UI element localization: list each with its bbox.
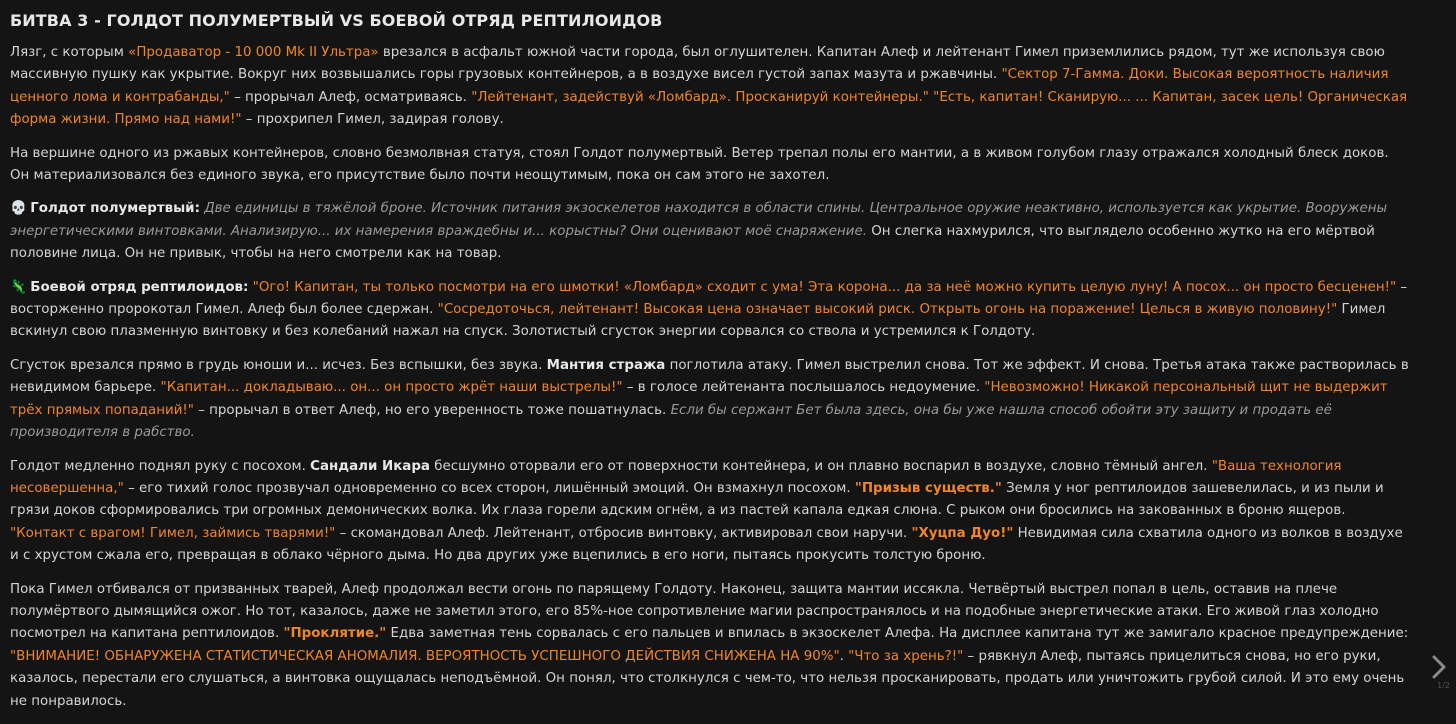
text: – прорычал Алеф, осматриваясь. — [229, 89, 472, 105]
thought: Если бы сержант Бет была здесь, она бы уже нашла способ обойти эту защиту и продать её производителя в рабство. — [10, 402, 1332, 441]
quote: "Ого! Капитан, ты только посмотри на его шмотки! «Ломбард» сходит с ума! Эта корона... да за неё можно купить целую луну! А посох... он просто бесценен!" — [252, 279, 1397, 295]
quote: "Сектор 7-Гамма. Доки. Высокая вероятность наличия ценного лома и контрабанды," — [10, 67, 1389, 105]
text: поглотила атаку. Гимел выстрелил снова. Тот же эффект. И снова. Третья атака также растворилась в невидимом барьере. — [10, 357, 1409, 396]
next-page-button[interactable] — [1428, 654, 1450, 680]
speaker-goldot: Голдот полумертвый: — [30, 201, 200, 217]
text: – в голосе лейтенанта послышалось недоумение. — [622, 380, 985, 396]
text: – рявкнул Алеф, пытаясь прицелиться снова, но его руки, казалось, перестали его слушаться, а винтовка ощущалась неподъёмной. Он понял, что столкнулся с чем-то, что нельзя просканировать, продать или уничтожить грубой силой. И это ему очень не понравилось. — [10, 648, 1405, 709]
story-document — [10, 10, 1410, 724]
bold-term: Мантия стража — [546, 357, 666, 373]
text: Невидимая сила схватила одного из волков в воздухе и с хрустом сжала его, превращая в облако чёрного дыма. Но два других уже вцепились в его ноги, пытаясь прокусить толстую броню. — [10, 525, 1403, 564]
thought: Две единицы в тяжёлой броне. Источник питания экзоскелетов находится в области спины. Центральное оружие неактивно, используется как укрытие. Вооружены энергетическими винтовками. Анализирую... их намерения враждебны и... корыстны? Они оценивают моё снаряжение. — [10, 201, 1388, 239]
paragraph-4 — [10, 277, 1410, 344]
quote: "Призыв существ." — [854, 480, 1002, 496]
paragraph-7 — [10, 579, 1410, 713]
text: – скомандовал Алеф. Лейтенант, отбросив винтовку, активировал свои наручи. — [335, 525, 912, 541]
text: Лязг, с которым — [10, 45, 129, 60]
lizard-icon: 🦎 — [10, 279, 27, 295]
text: . — [839, 648, 849, 664]
paragraph-6 — [10, 456, 1410, 568]
text: Земля у ног рептилоидов зашевелилась, и из пыли и грязи доков сформировались три огромных демонических волка. Их глаза горели адским огнём, а из пастей капала едкая слюна. С рыком они бросились на закованных в броню ящеров. — [10, 480, 1384, 519]
quote: "Невозможно! Никакой персональный щит не выдержит трёх прямых попаданий!" — [10, 380, 1388, 418]
paragraph-5 — [10, 355, 1410, 445]
quote: "Что за хрень?!" — [848, 648, 964, 664]
paragraph-2 — [10, 143, 1410, 188]
quote: "Контакт с врагом! Гимел, займись тварями!" — [10, 525, 336, 541]
text: – прохрипел Гимел, задирая голову. — [241, 112, 504, 128]
text: Он слегка нахмурился, что выглядело особенно жутко на его мёртвой половине лица. Он не привык, чтобы на него смотрели как на товар. — [10, 223, 1375, 262]
paragraph-3 — [10, 198, 1410, 265]
bold-term: Сандали Икара — [310, 458, 430, 474]
text: врезался в асфальт южной части города, был оглушителен. Капитан Алеф и лейтенант Гимел приземлились рядом, тут же используя свою массивную пушку как укрытие. Вокруг них возвышались горы грузовых контейнеров, а в воздухе висел густой запах мазута и ржавчины. — [10, 45, 1385, 83]
quote: «Продаватор - 10 000 Mk II Ультра» — [128, 45, 379, 60]
text: – его тихий голос прозвучал одновременно со всех сторон, лишённый эмоций. Он взмахнул посохом. — [123, 480, 855, 496]
quote: "Сосредоточься, лейтенант! Высокая цена означает высокий риск. Открыть огонь на поражение! Целься в живую половину!" — [437, 302, 1338, 318]
text: – прорычал в ответ Алеф, но его уверенность тоже пошатнулась. — [193, 402, 671, 418]
skull-icon: 💀 — [10, 201, 27, 217]
page-indicator: 1/2 — [1437, 681, 1450, 690]
text: бесшумно оторвали его от поверхности контейнера, и он плавно воспарил в воздухе, словно тёмный ангел. — [429, 458, 1212, 474]
quote: "Капитан... докладываю... он... он просто жрёт наши выстрелы!" — [160, 380, 623, 396]
text: Сгусток врезался прямо в грудь юноши и... исчез. Без вспышки, без звука. — [10, 357, 547, 373]
quote: "Проклятие." — [283, 626, 387, 642]
quote: "ВНИМАНИЕ! ОБНАРУЖЕНА СТАТИСТИЧЕСКАЯ АНОМАЛИЯ. ВЕРОЯТНОСТЬ УСПЕШНОГО ДЕЙСТВИЯ СНИЖЕНА НА 90%" — [10, 648, 840, 664]
quote: "Хуцпа Дуо!" — [911, 525, 1014, 541]
speaker-reptiloids: Боевой отряд рептилоидов: — [30, 279, 249, 295]
text: Пока Гимел отбивался от призванных тварей, Алеф продолжал вести огонь по парящему Голдоту. Наконец, защита мантии иссякла. Четвёртый выстрел попал в цель, оставив на плече полумёртвого дымящийся ожог. Но тот, казалось, даже не заметил этого, его 85%-ное сопротивление магии распространялось и на подобные энергетические атаки. Его живой глаз холодно посмотрел на капитана рептилоидов. — [10, 581, 1379, 642]
text: Гимел вскинул свою плазменную винтовку и без колебаний нажал на спуск. Золотистый сгусток энергии сорвался со ствола и устремился к Голдоту. — [10, 302, 1386, 340]
chevron-right-icon — [1428, 654, 1450, 680]
text: – восторженно пророкотал Гимел. Алеф был более сдержан. — [10, 279, 1408, 318]
text: Едва заметная тень сорвалась с его пальцев и впилась в экзоскелет Алефа. На дисплее капитана тут же замигало красное предупреждение: — [386, 626, 1409, 642]
battle-title: БИТВА 3 - ГОЛДОТ ПОЛУМЕРТВЫЙ VS БОЕВОЙ ОТРЯД РЕПТИЛОИДОВ — [10, 11, 663, 30]
paragraph-1 — [10, 42, 1410, 132]
text: Голдот медленно поднял руку с посохом. — [10, 458, 311, 474]
quote: "Лейтенант, задействуй «Ломбард». Просканируй контейнеры." "Есть, капитан! Сканирую... ... Капитан, засек цель! Органическая форма жизни. Прямо над нами!" — [10, 89, 1408, 128]
quote: "Ваша технология несовершенна," — [10, 458, 1342, 496]
text: На вершине одного из ржавых контейнеров, словно безмолвная статуя, стоял Голдот полумертвый. Ветер трепал полы его мантии, а в живом голубом глазу отражался холодный блеск доков. Он материализовался без единого звука, его присутствие было почти неощутимым, пока он сам этого не захотел. — [10, 145, 1389, 184]
